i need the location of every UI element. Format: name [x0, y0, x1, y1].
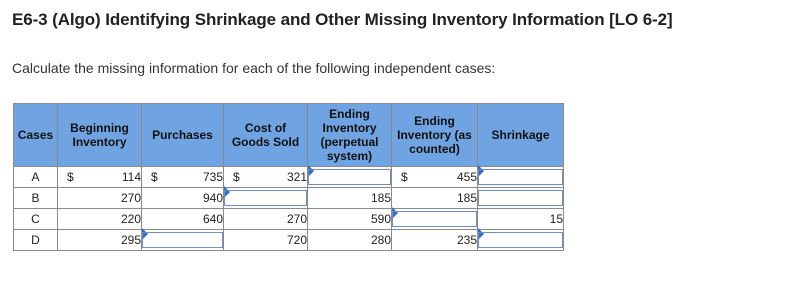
cell-value: 590: [370, 212, 391, 226]
purchases-input-cell: [142, 230, 224, 251]
currency-symbol: $: [233, 170, 240, 184]
purchases-cell: [142, 167, 224, 188]
table-row: [14, 167, 564, 188]
ending-counted-input-cell: [392, 209, 478, 230]
ending-perpetual-cell: [308, 209, 392, 230]
ending-counted-cell: [392, 230, 478, 251]
cell-value: 295: [120, 233, 141, 247]
beginning-inventory-cell: 220: [58, 209, 142, 230]
cogs-input-cell: [224, 188, 308, 209]
cell-value: 114: [121, 170, 141, 184]
header-ending-perpetual: Ending Inventory (perpetual system): [308, 104, 392, 167]
table-row: [14, 230, 564, 251]
cogs-cell: 720: [224, 230, 308, 251]
shrinkage-input-cell: [478, 230, 564, 251]
cell-value: 735: [202, 170, 223, 184]
table-row: [14, 188, 564, 209]
case-label: C: [14, 209, 58, 230]
case-label: A: [14, 167, 58, 188]
cell-value: 455: [456, 170, 477, 184]
cogs-cell: [224, 167, 308, 188]
header-cases: Cases: [14, 104, 58, 167]
instructions-text: Calculate the missing information for each of the following independent cases:: [12, 60, 496, 76]
cogs-input[interactable]: [224, 190, 307, 206]
table-row: [14, 209, 564, 230]
ending-perpetual-cell: 185: [308, 188, 392, 209]
cell-value: 235: [456, 233, 477, 247]
cell-value: 321: [286, 170, 307, 184]
table-header-row: [14, 104, 564, 167]
shrinkage-input[interactable]: [478, 190, 563, 206]
shrinkage-input-cell: [478, 188, 564, 209]
cogs-cell: 270: [224, 209, 308, 230]
purchases-cell: 640: [142, 209, 224, 230]
inventory-table: [13, 103, 564, 251]
shrinkage-input[interactable]: [478, 232, 563, 248]
ending-counted-cell: 185: [392, 188, 478, 209]
header-shrinkage: Shrinkage: [478, 104, 564, 167]
currency-symbol: $: [401, 170, 408, 184]
beginning-inventory-cell: [58, 167, 142, 188]
purchases-cell: [142, 188, 224, 209]
header-beginning-inventory: Beginning Inventory: [58, 104, 142, 167]
ending-perpetual-input-cell: [308, 167, 392, 188]
case-label: B: [14, 188, 58, 209]
header-purchases: Purchases: [142, 104, 224, 167]
case-label: D: [14, 230, 58, 251]
beginning-inventory-cell: 270: [58, 188, 142, 209]
ending-perpetual-input[interactable]: [308, 169, 391, 185]
header-ending-counted: Ending Inventory (as counted): [392, 104, 478, 167]
page-title: E6-3 (Algo) Identifying Shrinkage and Other Missing Inventory Information [LO 6-2]: [12, 10, 673, 29]
shrinkage-cell: 15: [478, 209, 564, 230]
header-cogs: Cost of Goods Sold: [224, 104, 308, 167]
shrinkage-input-cell: [478, 167, 564, 188]
beginning-inventory-cell: [58, 230, 142, 251]
ending-perpetual-cell: 280: [308, 230, 392, 251]
currency-symbol: $: [67, 170, 74, 184]
ending-counted-cell: [392, 167, 478, 188]
currency-symbol: $: [151, 170, 158, 184]
shrinkage-input[interactable]: [478, 169, 563, 185]
cell-value: 940: [202, 191, 223, 205]
ending-counted-input[interactable]: [392, 211, 477, 227]
purchases-input[interactable]: [142, 232, 223, 248]
